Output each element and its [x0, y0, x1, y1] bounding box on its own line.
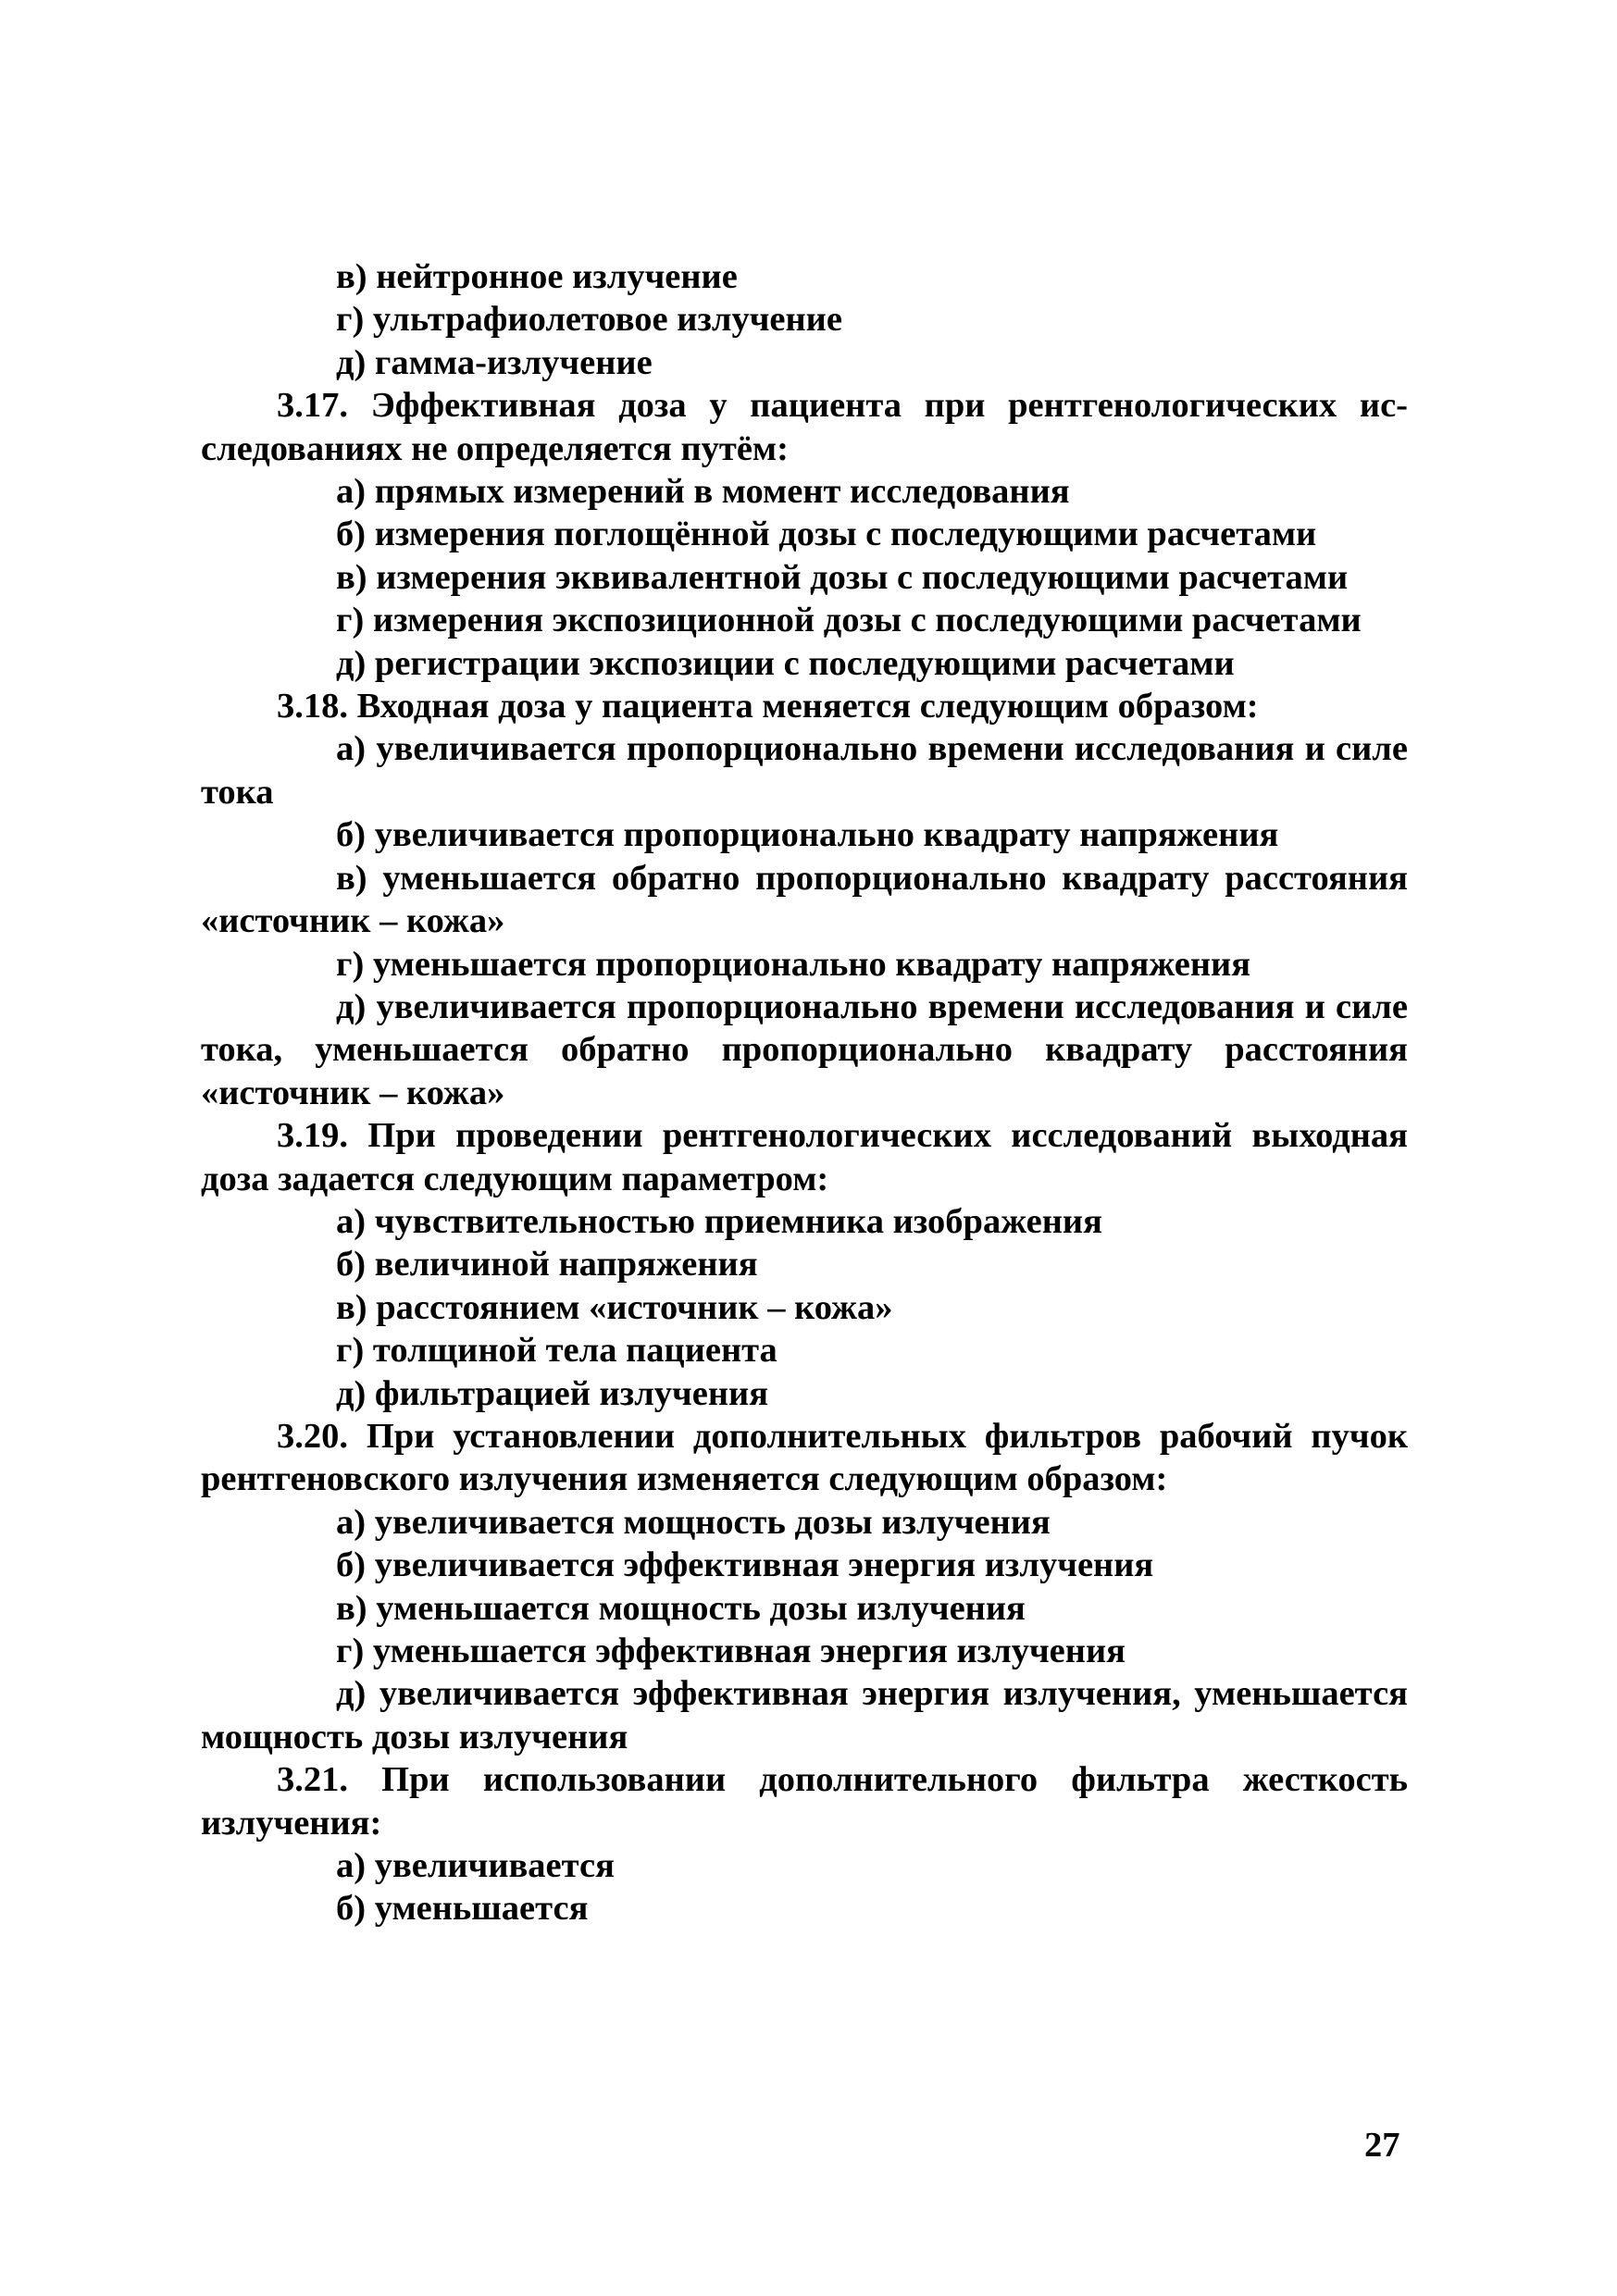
question-text: 3.17. Эффективная доза у пациента при рентгенологических исследованиях не определяется путём: — [201, 386, 1408, 468]
answer-option: д) фильтрацией излучения — [336, 1373, 769, 1413]
question-3-21 — [201, 1758, 1408, 1930]
answer-option: б) измерения поглощённой дозы с последующими расчетами — [336, 515, 1317, 554]
question-text: 3.20. При установлении дополнительных фильтров рабочий пучок рентгеновского излучения изменяется следующим образом: — [201, 1416, 1408, 1499]
answer-option: а) прямых измерений в момент исследования — [336, 472, 1070, 512]
answer-option: а) чувствительностью приемника изображения — [336, 1201, 1102, 1241]
answer-option: б) величиной напряжения — [336, 1245, 758, 1285]
option-continued-g: г) ультрафиолетовое излучение — [336, 300, 842, 340]
question-3-17 — [201, 384, 1408, 685]
answer-option: д) регистрации экспозиции с последующими расчетами — [336, 643, 1235, 683]
answer-option: г) уменьшается эффективная энергия излучения — [336, 1632, 1126, 1670]
question-text: 3.19. При проведении рентгенологических исследований выходная доза задается следующим параметром: — [201, 1116, 1408, 1198]
answer-option: а) увеличивается пропорционально времени исследования и силе тока — [201, 729, 1408, 812]
page-number: 27 — [1364, 2126, 1400, 2165]
answer-option: в) уменьшается обратно пропорционально квадрату расстояния «источник – кожа» — [201, 858, 1408, 941]
answer-option: а) увеличивается мощность дозы излучения — [336, 1502, 1051, 1542]
answer-option: б) уменьшается — [336, 1889, 589, 1929]
answer-option: д) увеличивается эффективная энергия излучения, уменьшается мощность дозы излучения — [201, 1674, 1408, 1756]
answer-option: а) увеличивается — [336, 1846, 615, 1886]
answer-option: г) уменьшается пропорционально квадрату напряжения — [336, 944, 1251, 984]
answer-option: в) уменьшается мощность дозы излучения — [336, 1588, 1026, 1628]
question-3-19 — [201, 1114, 1408, 1415]
answer-option: г) измерения экспозиционной дозы с последующими расчетами — [336, 601, 1362, 640]
question-3-18 — [201, 685, 1408, 1114]
option-continued-d: д) гамма-излучение — [336, 342, 653, 382]
answer-option: в) расстоянием «источник – кожа» — [336, 1287, 893, 1327]
question-text: 3.21. При использовании дополнительного фильтра жесткость излучения: — [201, 1760, 1408, 1843]
answer-option: д) увеличивается пропорционально времени исследования и силе тока, уменьшается обратно пропорционально квадрату расстояния «источник – кожа» — [201, 987, 1408, 1112]
answer-option: б) увеличивается эффективная энергия излучения — [336, 1545, 1154, 1585]
option-continued-v: в) нейтронное излучение — [336, 257, 738, 296]
question-text: 3.18. Входная доза у пациента меняется следующим образом: — [277, 687, 1259, 726]
answer-option: б) увеличивается пропорционально квадрату напряжения — [336, 815, 1279, 855]
page-body-text — [201, 255, 1408, 1930]
question-3-20 — [201, 1415, 1408, 1758]
answer-option: в) измерения эквивалентной дозы с последующими расчетами — [336, 557, 1349, 597]
answer-option: г) толщиной тела пациента — [336, 1331, 777, 1371]
